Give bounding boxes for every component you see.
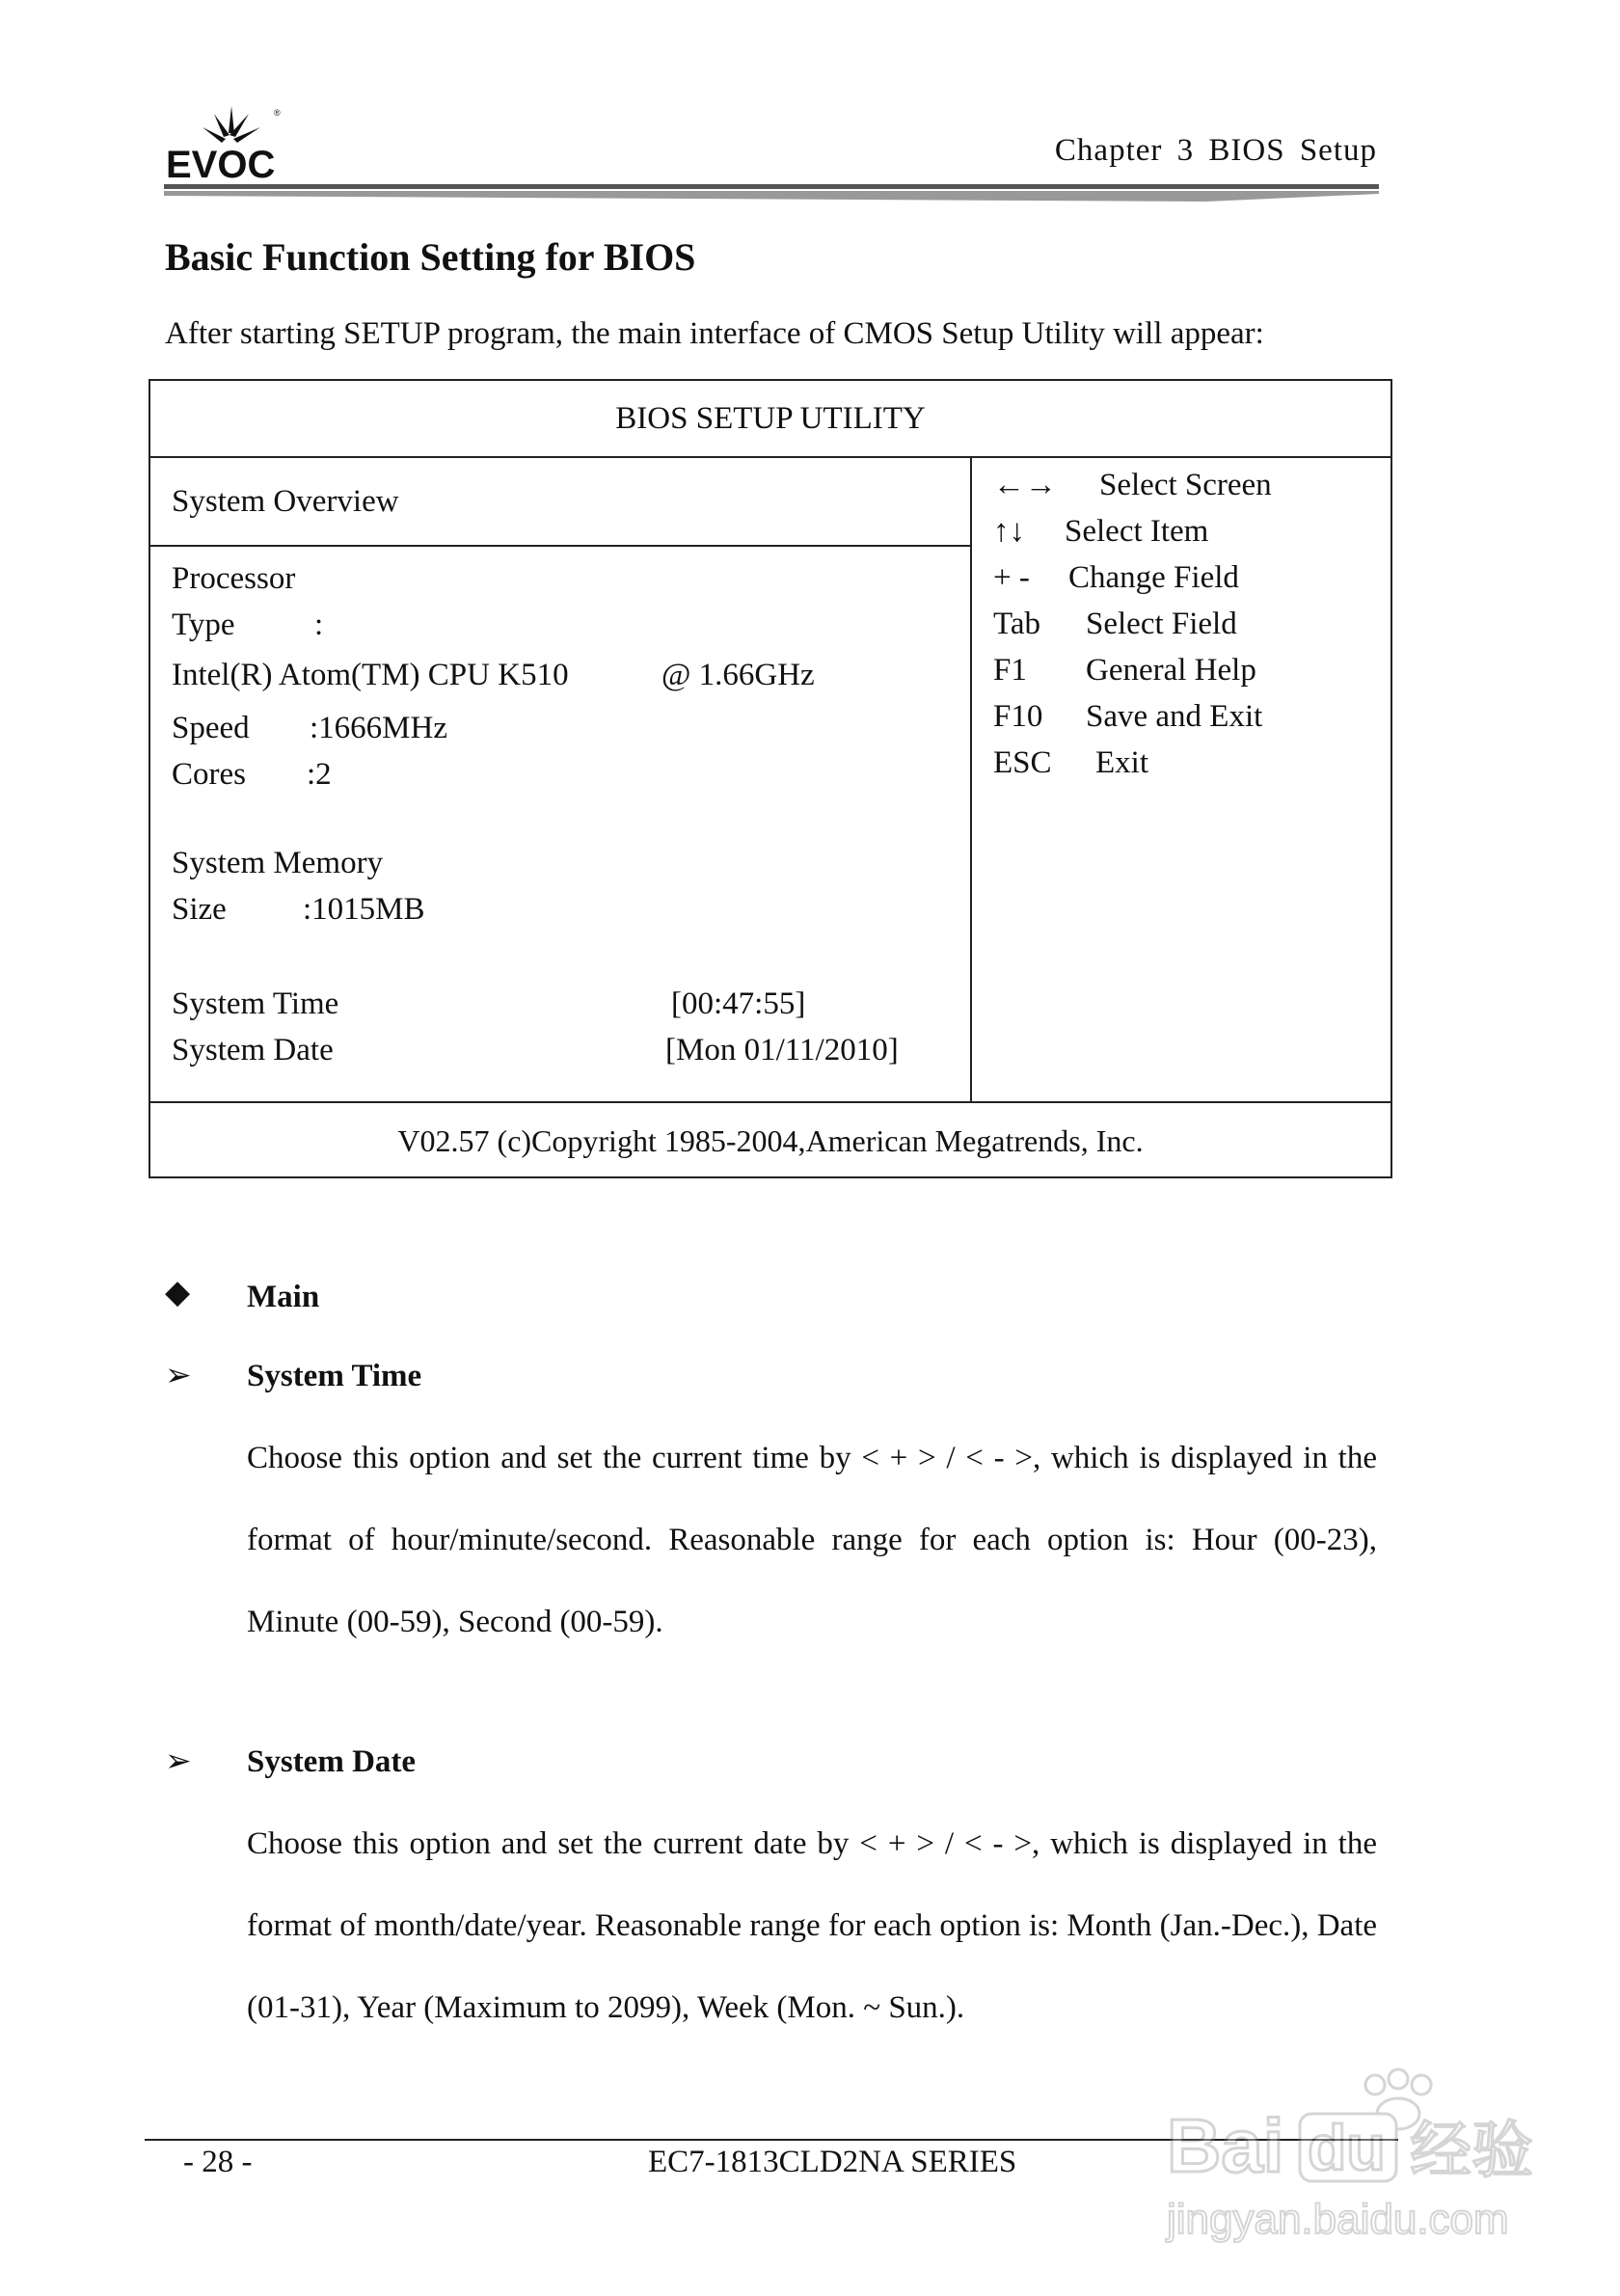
system-overview-label: System Overview	[150, 458, 970, 547]
type-colon: :	[314, 608, 324, 642]
bios-setup-table	[148, 379, 1392, 1178]
bios-help-panel	[972, 458, 1390, 1101]
evoc-logo	[166, 104, 291, 183]
svg-text:jingyan.baidu.com: jingyan.baidu.com	[1167, 2196, 1509, 2243]
help-action: Save and Exit	[1086, 699, 1263, 734]
arrow-bullet-icon: ➢	[165, 1359, 192, 1393]
cores-value: :2	[307, 757, 332, 792]
svg-text:经验: 经验	[1410, 2116, 1533, 2187]
help-action: Select Screen	[1099, 468, 1272, 502]
svg-text:EVOC: EVOC	[166, 144, 276, 183]
help-key: ESC	[993, 745, 1052, 780]
help-action: Change Field	[1068, 560, 1239, 595]
processor-label: Processor	[172, 561, 296, 596]
cpu-name: Intel(R) Atom(TM) CPU K510	[172, 658, 569, 692]
system-time-label: System Time	[172, 986, 339, 1021]
bios-copyright: V02.57 (c)Copyright 1985-2004,American Megatrends, Inc.	[150, 1101, 1390, 1178]
help-key: Tab	[993, 607, 1041, 641]
bios-title: BIOS SETUP UTILITY	[150, 381, 1390, 458]
type-label: Type	[172, 608, 235, 642]
help-action: Exit	[1095, 745, 1148, 780]
size-label: Size	[172, 892, 227, 927]
help-key: F10	[993, 699, 1043, 734]
help-action: General Help	[1086, 653, 1256, 688]
help-action: Select Field	[1086, 607, 1237, 641]
speed-value: :1666MHz	[310, 711, 447, 745]
svg-text:Bai: Bai	[1167, 2103, 1284, 2188]
cores-label: Cores	[172, 757, 246, 792]
speed-label: Speed	[172, 711, 250, 745]
system-date-value: [Mon 01/11/2010]	[665, 1033, 899, 1067]
system-time-value: [00:47:55]	[671, 986, 806, 1021]
system-date-label: System Date	[172, 1033, 334, 1067]
section-title: Basic Function Setting for BIOS	[165, 235, 696, 279]
main-heading: Main	[247, 1280, 320, 1314]
intro-text: After starting SETUP program, the main interface of CMOS Setup Utility will appear:	[165, 316, 1264, 351]
system-time-heading: System Time	[247, 1359, 422, 1393]
system-date-description: Choose this option and set the current date by < + > / < - >, which is displayed in the format of month/date/year. Reasonable range for each option is: Month (Jan.-Dec.), Date (01-31), Year (Maximum to 2099), Week (Mon. ~ Sun.).	[247, 1826, 1378, 2025]
help-key: F1	[993, 653, 1027, 688]
chapter-heading: Chapter 3 BIOS Setup	[1054, 133, 1377, 168]
help-key: ←→	[993, 468, 1057, 502]
help-key: ↑↓	[993, 514, 1025, 549]
system-memory-label: System Memory	[172, 846, 384, 880]
diamond-bullet-icon: ◆	[165, 1275, 191, 1310]
svg-text:du: du	[1308, 2112, 1386, 2183]
system-date-heading: System Date	[247, 1744, 417, 1779]
svg-text:®: ®	[274, 108, 281, 118]
page-number: - 28 -	[183, 2145, 253, 2179]
cpu-frequency: @ 1.66GHz	[662, 658, 815, 692]
size-value: :1015MB	[303, 892, 425, 927]
header-rule	[164, 184, 1379, 203]
system-time-description: Choose this option and set the current time by < + > / < - >, which is displayed in the format of hour/minute/second. Reasonable range for each option is: Hour (00-23), Minute (00-59), Second (00-59).	[247, 1441, 1377, 1639]
baidu-watermark	[1128, 2064, 1562, 2256]
help-action: Select Item	[1065, 514, 1209, 549]
bios-main-panel	[150, 458, 972, 1101]
help-key: + -	[993, 560, 1030, 595]
product-series: EC7-1813CLD2NA SERIES	[648, 2145, 1017, 2179]
arrow-bullet-icon: ➢	[165, 1744, 192, 1779]
